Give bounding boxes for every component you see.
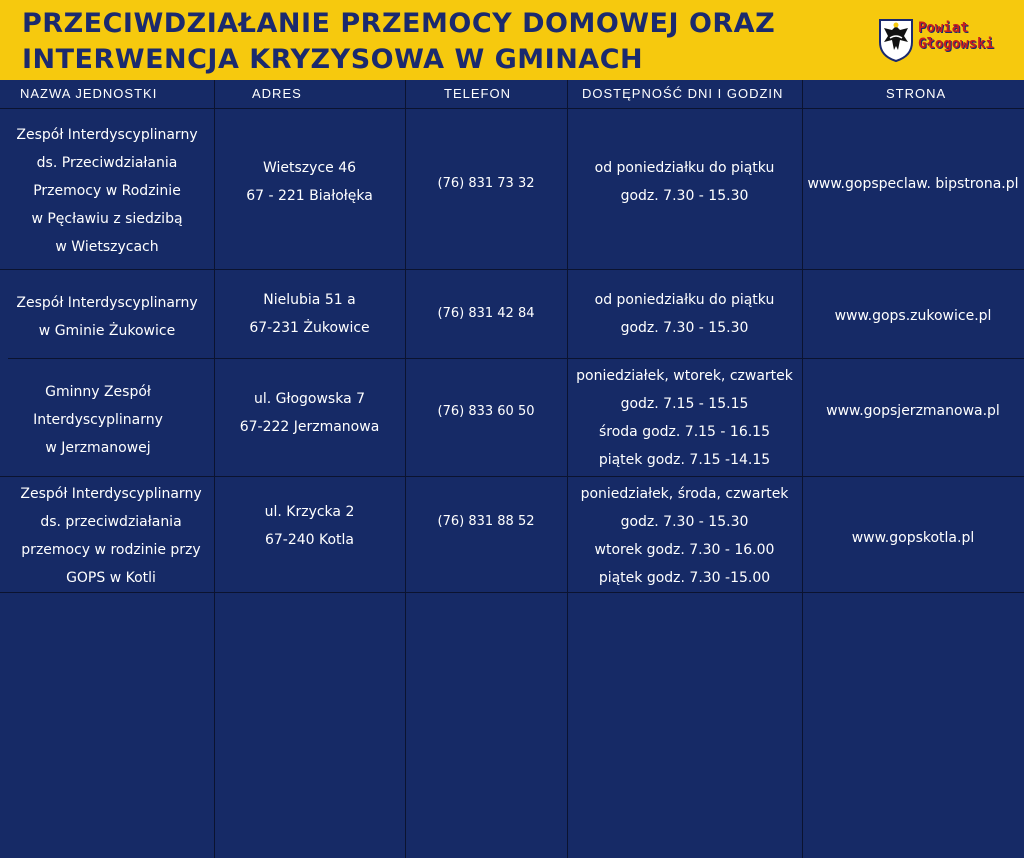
logo-text-line-1: Powiat xyxy=(918,20,969,36)
column-header-website: STRONA xyxy=(886,86,947,101)
table-cell-hours: poniedziałek, środa, czwartek godz. 7.30 - 15.30 wtorek godz. 7.30 - 16.00 piątek godz. 7.30 -15.00 xyxy=(580,486,789,586)
table-cell-address: ul. Głogowska 7 67-222 Jerzmanowa xyxy=(239,391,380,435)
table-cell-website: www.gopskotla.pl xyxy=(851,530,975,546)
table-cell-address: Wietszyce 46 67 - 221 Białołęka xyxy=(246,160,373,204)
table-cell-phone: (76) 831 73 32 xyxy=(437,176,535,191)
powiat-logo xyxy=(872,16,1020,64)
column-header-phone: TELEFON xyxy=(444,86,511,101)
table-cell-hours: od poniedziałku do piątku godz. 7.30 - 15.30 xyxy=(594,160,775,204)
column-header-name: NAZWA JEDNOSTKI xyxy=(20,86,158,101)
grid-divider xyxy=(0,592,1024,593)
page-title xyxy=(22,6,872,78)
eagle-crest-icon xyxy=(878,18,914,62)
grid-divider xyxy=(8,358,1024,359)
table-cell-address: Nielubia 51 a 67-231 Żukowice xyxy=(249,292,370,336)
table-cell-address: ul. Krzycka 2 67-240 Kotla xyxy=(264,504,355,548)
column-header-hours: DOSTĘPNOŚĆ DNI I GODZIN xyxy=(582,86,784,101)
table-cell-name: Zespół Interdyscyplinarny ds. przeciwdziałania przemocy w rodzinie przy GOPS w Kotli xyxy=(20,486,202,586)
table-cell-phone: (76) 833 60 50 xyxy=(437,404,535,419)
logo-text-line-2: Głogowski xyxy=(918,36,994,52)
grid-divider xyxy=(0,269,1024,270)
title-line-2: INTERWENCJA KRYZYSOWA W GMINACH xyxy=(22,44,644,75)
table-cell-name: Zespół Interdyscyplinarny w Gminie Żukowice xyxy=(16,295,198,339)
table-cell-website: www.gopsjerzmanowa.pl xyxy=(826,403,1000,419)
table-cell-website: www.gopspeclaw. bipstrona.pl xyxy=(807,176,1019,192)
table-cell-hours: od poniedziałku do piątku godz. 7.30 - 15.30 xyxy=(594,292,775,336)
grid-divider xyxy=(0,108,1024,109)
table-cell-name: Gminny Zespół Interdyscyplinarny w Jerzmanowej xyxy=(33,384,163,456)
table-cell-website: www.gops.zukowice.pl xyxy=(834,308,992,324)
table-cell-hours: poniedziałek, wtorek, czwartek godz. 7.15 - 15.15 środa godz. 7.15 - 16.15 piątek godz. 7.15 -14.15 xyxy=(576,368,793,468)
title-line-1: PRZECIWDZIAŁANIE PRZEMOCY DOMOWEJ ORAZ xyxy=(22,8,776,39)
table-cell-phone: (76) 831 42 84 xyxy=(437,306,535,321)
table-cell-phone: (76) 831 88 52 xyxy=(437,514,535,529)
column-header-address: ADRES xyxy=(252,86,302,101)
grid-divider xyxy=(0,476,1024,477)
table-cell-name: Zespół Interdyscyplinarny ds. Przeciwdziałania Przemocy w Rodzinie w Pęcławiu z siedzibą w Wietszycach xyxy=(16,127,198,255)
header-banner xyxy=(0,0,1024,80)
